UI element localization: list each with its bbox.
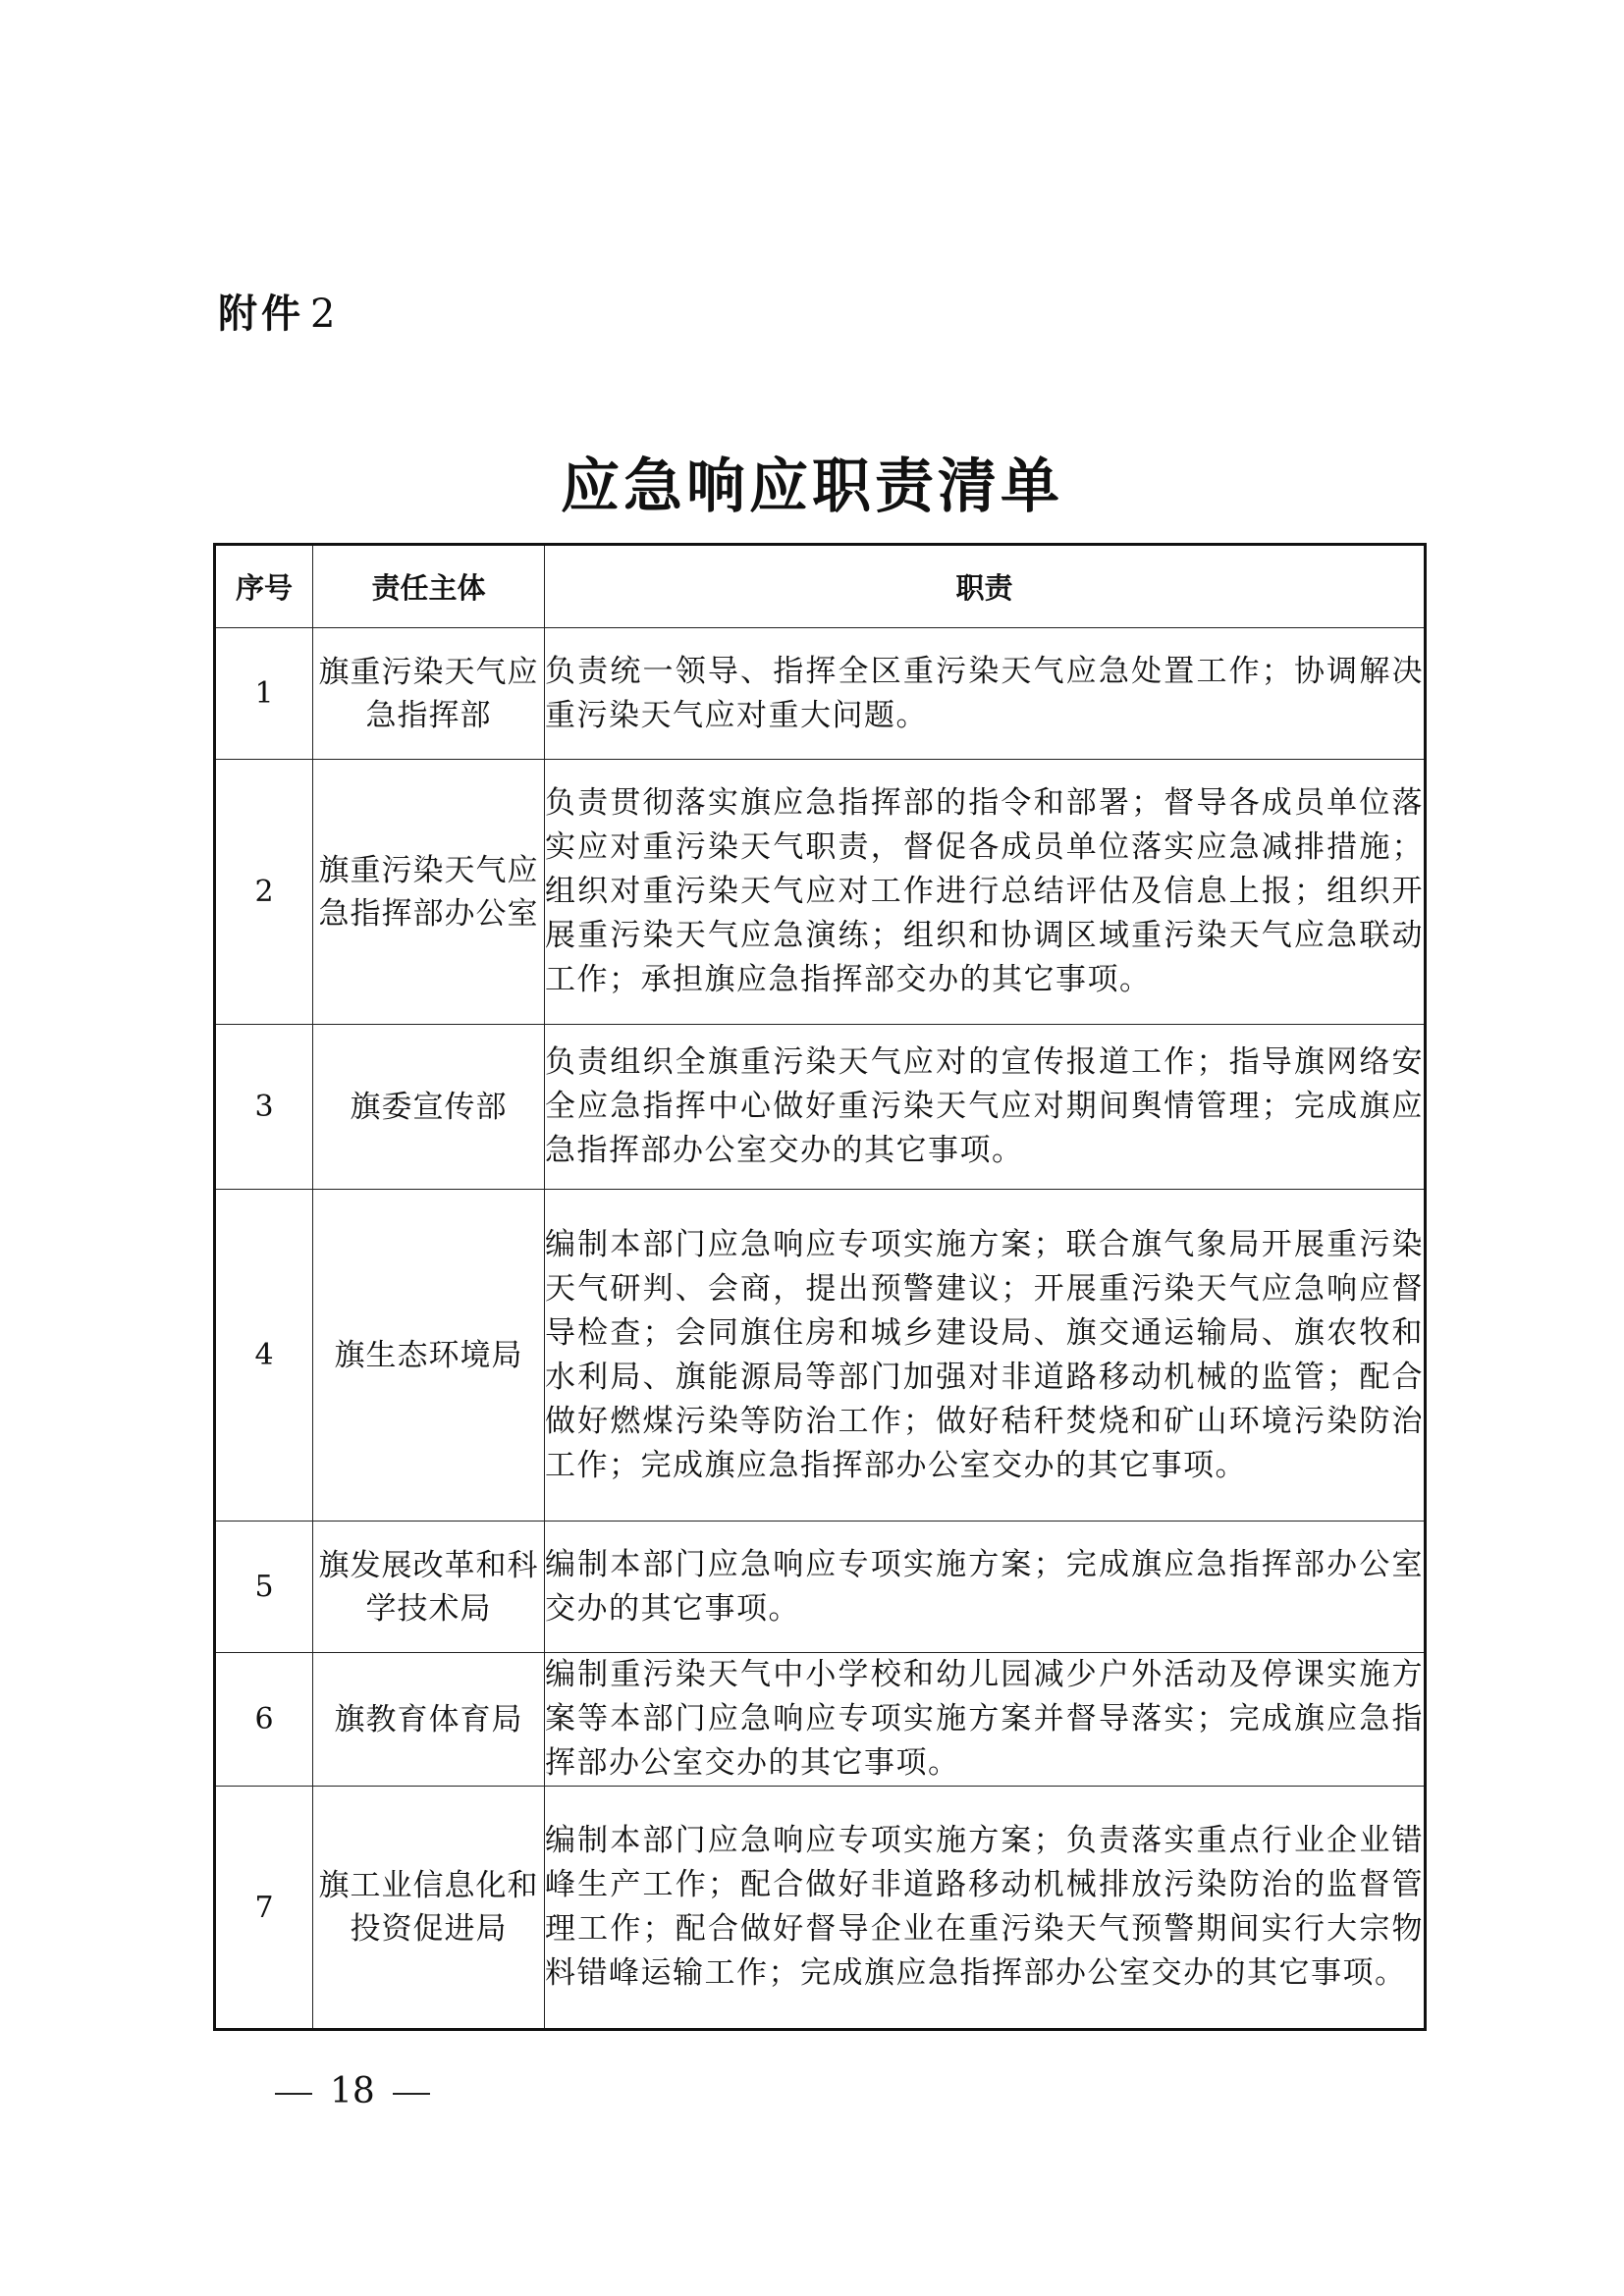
document-title: 应急响应职责清单 (561, 453, 1063, 521)
table-header-row (215, 545, 1426, 628)
duties-table (213, 543, 1427, 2031)
page-number: 18 (330, 2071, 375, 2111)
table-row (215, 1522, 1426, 1653)
row-duty: 编制本部门应急响应专项实施方案；完成旗应急指挥部办公室交办的其它事项。 (545, 1522, 1426, 1653)
row-duty: 编制本部门应急响应专项实施方案；负责落实重点行业企业错峰生产工作；配合做好非道路移动机械排放污染防治的监督管理工作；配合做好督导企业在重污染天气预警期间实行大宗物料错峰运输工作；完成旗应急指挥部办公室交办的其它事项。 (545, 1787, 1426, 2030)
table-row (215, 628, 1426, 760)
row-seq: 1 (215, 628, 313, 760)
table-row (215, 1190, 1426, 1522)
row-duty: 编制重污染天气中小学校和幼儿园减少户外活动及停课实施方案等本部门应急响应专项实施方案并督导落实；完成旗应急指挥部办公室交办的其它事项。 (545, 1653, 1426, 1787)
row-seq: 7 (215, 1787, 313, 2030)
row-entity: 旗教育体育局 (313, 1653, 545, 1787)
header-duty: 职责 (545, 545, 1426, 628)
row-seq: 4 (215, 1190, 313, 1522)
table-row (215, 1025, 1426, 1190)
row-seq: 3 (215, 1025, 313, 1190)
row-entity: 旗重污染天气应急指挥部 (313, 628, 545, 760)
row-entity: 旗委宣传部 (313, 1025, 545, 1190)
row-duty: 负责统一领导、指挥全区重污染天气应急处置工作；协调解决重污染天气应对重大问题。 (545, 628, 1426, 760)
table-row (215, 760, 1426, 1025)
attachment-number: 2 (310, 292, 340, 337)
attachment-text: 附件 (218, 292, 304, 337)
row-duty: 编制本部门应急响应专项实施方案；联合旗气象局开展重污染天气研判、会商，提出预警建议；开展重污染天气应急响应督导检查；会同旗住房和城乡建设局、旗交通运输局、旗农牧和水利局、旗能源局等部门加强对非道路移动机械的监管；配合做好燃煤污染等防治工作；做好秸秆焚烧和矿山环境污染防治工作；完成旗应急指挥部办公室交办的其它事项。 (545, 1190, 1426, 1522)
row-entity: 旗工业信息化和投资促进局 (313, 1787, 545, 2030)
row-seq: 2 (215, 760, 313, 1025)
page-footer (257, 2071, 448, 2111)
footer-dash-right (393, 2093, 430, 2095)
attachment-label (218, 283, 339, 339)
row-entity: 旗发展改革和科学技术局 (313, 1522, 545, 1653)
table-row (215, 1653, 1426, 1787)
table-row (215, 1787, 1426, 2030)
row-seq: 5 (215, 1522, 313, 1653)
row-duty: 负责贯彻落实旗应急指挥部的指令和部署；督导各成员单位落实应对重污染天气职责，督促各成员单位落实应急减排措施；组织对重污染天气应对工作进行总结评估及信息上报；组织开展重污染天气应急演练；组织和协调区域重污染天气应急联动工作；承担旗应急指挥部交办的其它事项。 (545, 760, 1426, 1025)
row-seq: 6 (215, 1653, 313, 1787)
header-entity: 责任主体 (313, 545, 545, 628)
header-seq: 序号 (215, 545, 313, 628)
row-entity: 旗重污染天气应急指挥部办公室 (313, 760, 545, 1025)
footer-dash-left (275, 2093, 312, 2095)
row-duty: 负责组织全旗重污染天气应对的宣传报道工作；指导旗网络安全应急指挥中心做好重污染天气应对期间舆情管理；完成旗应急指挥部办公室交办的其它事项。 (545, 1025, 1426, 1190)
row-entity: 旗生态环境局 (313, 1190, 545, 1522)
